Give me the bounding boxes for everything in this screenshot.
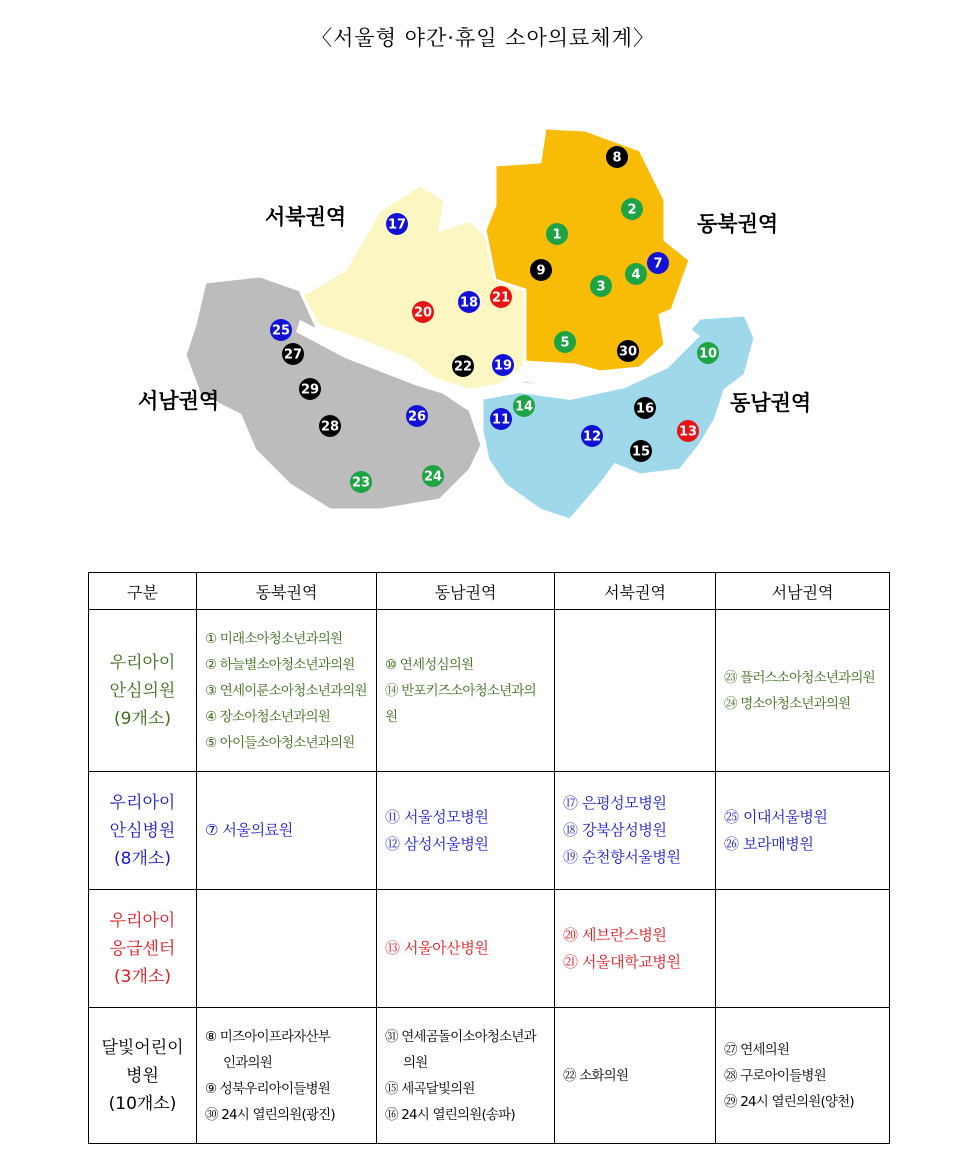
map-marker-12 [581, 425, 603, 447]
map-marker-14 [513, 395, 535, 417]
map-marker-25 [270, 319, 292, 341]
map-marker-20 [412, 301, 434, 323]
cell-southeast [377, 890, 555, 1008]
header-southwest: 서남권역 [716, 573, 890, 610]
marker-number: 20 [413, 305, 433, 321]
category-line: 안심의원 [109, 680, 176, 701]
map-marker-29 [299, 378, 321, 400]
marker-number: 22 [453, 359, 473, 375]
cell-northeast [197, 610, 377, 772]
cell-northeast [197, 772, 377, 890]
label-southeast: 동남권역 [730, 391, 812, 415]
table-row [89, 772, 890, 890]
label-southwest: 서남권역 [138, 389, 220, 413]
map-marker-4 [625, 263, 647, 285]
marker-number: 27 [283, 347, 303, 363]
list-item: ⑩ 연세성심의원 [385, 656, 474, 673]
list-item: ㉒ 소화의원 [563, 1067, 629, 1084]
header-northwest: 서북권역 [555, 573, 716, 610]
marker-number: 25 [271, 323, 291, 339]
map-marker-8 [606, 146, 628, 168]
marker-number: 7 [653, 256, 663, 272]
map-marker-22 [452, 355, 474, 377]
header-northeast: 동북권역 [197, 573, 377, 610]
seoul-region-map [0, 90, 966, 540]
marker-number: 1 [552, 227, 562, 243]
cell-northwest [555, 772, 716, 890]
category-cell [89, 772, 197, 890]
list-item: ㉔ 명소아청소년과의원 [724, 695, 851, 712]
category-line: (3개소) [114, 966, 171, 987]
header-southeast: 동남권역 [377, 573, 555, 610]
list-item: ㉓ 플러스소아청소년과의원 [724, 669, 875, 686]
label-northeast: 동북권역 [697, 212, 779, 236]
list-item: ㉖ 보라매병원 [724, 834, 814, 853]
list-item: 인과의원 [223, 1054, 272, 1071]
list-item: ㉛ 연세곰돌이소아청소년과 [385, 1028, 536, 1045]
map-marker-17 [386, 213, 408, 235]
cell-northwest [555, 610, 716, 772]
list-item: ② 하늘별소아청소년과의원 [205, 656, 355, 673]
marker-number: 9 [536, 263, 546, 279]
cell-northeast [197, 890, 377, 1008]
list-item: ① 미래소아청소년과의원 [205, 630, 343, 647]
cell-southwest [716, 890, 890, 1008]
list-item: ㉘ 구로아이들병원 [724, 1067, 826, 1084]
facility-table [88, 572, 890, 1144]
marker-number: 5 [560, 335, 570, 351]
map-marker-3 [590, 275, 612, 297]
list-item: ⑦ 서울의료원 [205, 821, 293, 839]
table-row [89, 610, 890, 772]
cell-southwest [716, 610, 890, 772]
map-marker-24 [422, 465, 444, 487]
map-marker-11 [490, 408, 512, 430]
marker-number: 4 [631, 267, 641, 283]
page-title: 〈서울형 야간·휴일 소아의료체계〉 [311, 26, 655, 50]
category-line: 안심병원 [109, 820, 176, 841]
map-marker-16 [634, 397, 656, 419]
marker-number: 10 [698, 346, 718, 362]
marker-number: 12 [582, 429, 602, 445]
marker-number: 19 [493, 358, 513, 374]
list-item: ⑰ 은평성모병원 [563, 794, 667, 812]
category-line: (9개소) [114, 708, 171, 729]
map-marker-19 [492, 354, 514, 376]
marker-number: 23 [351, 475, 371, 491]
list-item: ⑬ 서울아산병원 [385, 939, 489, 957]
map-marker-26 [406, 405, 428, 427]
category-line: 달빛어린이 [101, 1037, 184, 1058]
list-item: ⑪ 서울성모병원 [385, 807, 489, 826]
cell-northwest [555, 1008, 716, 1144]
map-marker-27 [282, 343, 304, 365]
map-marker-7 [647, 252, 669, 274]
marker-number: 3 [596, 279, 606, 295]
cell-southeast [377, 610, 555, 772]
map-marker-28 [319, 415, 341, 437]
map-marker-21 [490, 286, 512, 308]
marker-number: 18 [459, 295, 479, 311]
list-item: 의원 [403, 1054, 428, 1071]
category-cell [89, 890, 197, 1008]
marker-number: 24 [423, 469, 443, 485]
cell-northwest [555, 890, 716, 1008]
list-item: ④ 장소아청소년과의원 [205, 708, 330, 725]
list-item: ③ 연세이룬소아청소년과의원 [205, 682, 367, 699]
map-marker-13 [677, 420, 699, 442]
category-line: (10개소) [108, 1093, 177, 1114]
map-marker-23 [350, 471, 372, 493]
category-line: 우리아이 [109, 792, 176, 813]
cell-southwest [716, 1008, 890, 1144]
map-marker-18 [458, 291, 480, 313]
list-item: ⑭ 반포키즈소아청소년과의원 [385, 682, 536, 725]
list-item: ⑨ 성북우리아이들병원 [205, 1080, 330, 1097]
marker-number: 28 [320, 419, 340, 435]
table-row [89, 1008, 890, 1144]
list-item: ㉗ 연세의원 [724, 1041, 790, 1058]
list-item: ㉕ 이대서울병원 [724, 807, 828, 826]
category-line: 병원 [126, 1065, 159, 1086]
cell-southeast [377, 772, 555, 890]
marker-number: 30 [618, 344, 638, 360]
marker-number: 11 [491, 412, 511, 428]
list-item: ⑤ 아이들소아청소년과의원 [205, 734, 355, 751]
category-line: 응급센터 [109, 938, 176, 959]
map-marker-2 [621, 198, 643, 220]
marker-number: 8 [612, 150, 622, 166]
list-item: ⑧ 미즈아이프라자산부 [205, 1028, 330, 1045]
cell-northeast [197, 1008, 377, 1144]
map-marker-15 [630, 440, 652, 462]
list-item: ㉑ 서울대학교병원 [563, 952, 681, 971]
category-cell [89, 610, 197, 772]
category-line: 우리아이 [109, 652, 176, 673]
table-row [89, 890, 890, 1008]
marker-number: 2 [627, 202, 637, 218]
marker-number: 16 [635, 401, 655, 417]
list-item: ⑫ 삼성서울병원 [385, 834, 489, 853]
list-item: ㉙ 24시 열린의원(양천) [724, 1093, 854, 1110]
label-northwest: 서북권역 [265, 205, 347, 229]
category-line: 우리아이 [109, 910, 176, 931]
table-header-row [89, 573, 890, 610]
map-marker-30 [617, 340, 639, 362]
list-item: ㉚ 24시 열린의원(광진) [205, 1106, 335, 1123]
list-item: ⑳ 세브란스병원 [563, 925, 667, 944]
cell-southeast [377, 1008, 555, 1144]
map-marker-9 [530, 259, 552, 281]
list-item: ⑮ 세곡달빛의원 [385, 1080, 475, 1097]
category-line: (8개소) [114, 848, 171, 869]
marker-number: 14 [514, 399, 534, 415]
cell-southwest [716, 772, 890, 890]
map-marker-10 [697, 342, 719, 364]
marker-number: 29 [300, 382, 320, 398]
map-marker-5 [554, 331, 576, 353]
marker-number: 21 [491, 290, 511, 306]
marker-number: 15 [631, 444, 651, 460]
marker-number: 17 [387, 217, 407, 233]
list-item: ⑯ 24시 열린의원(송파) [385, 1106, 515, 1123]
marker-number: 26 [407, 409, 427, 425]
list-item: ⑲ 순천향서울병원 [563, 848, 681, 866]
marker-number: 13 [678, 424, 698, 440]
list-item: ⑱ 강북삼성병원 [563, 821, 667, 839]
map-marker-1 [546, 223, 568, 245]
category-cell [89, 1008, 197, 1144]
header-category: 구분 [89, 573, 197, 610]
